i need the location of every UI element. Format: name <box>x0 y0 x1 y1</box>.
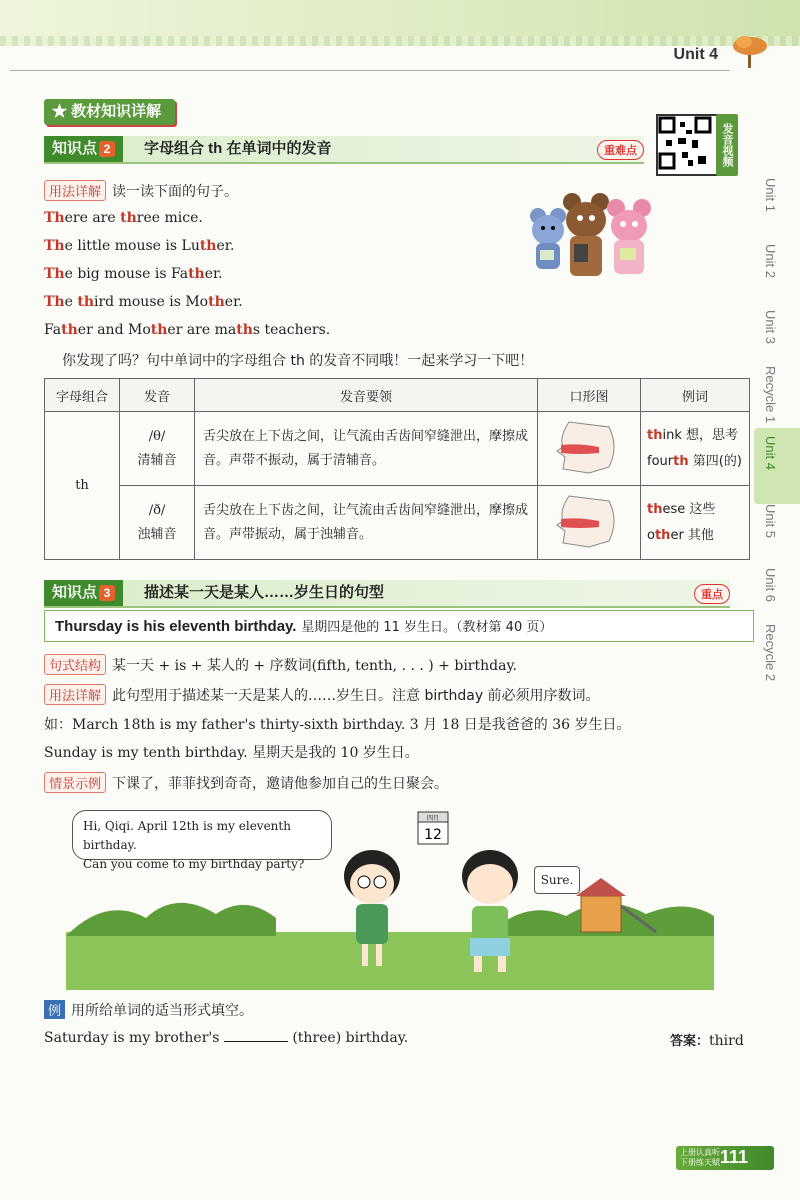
sentence-2: The little mouse is Luther. <box>44 238 235 254</box>
table-phonetic-cell: /θ/ 清辅音 <box>120 412 195 486</box>
page-number-badge: 上册认真听 下册练天赋 111 <box>676 1146 774 1170</box>
qr-label: 发音视频 <box>716 114 738 176</box>
speech-bubble-qiqi: Sure. <box>534 866 580 894</box>
exercise-instruction: 例 用所给单词的适当形式填空。 <box>44 1000 253 1020</box>
unit-title: Unit 4 <box>673 46 718 63</box>
mouth-diagram-icon <box>538 412 641 486</box>
header-divider <box>10 70 730 71</box>
usage-line-2: 用法详解 此句型用于描述某一天是某人的……岁生日。注意 birthday 前必须用序数词。 <box>44 684 600 705</box>
example-line-1: 如：March 18th is my father's thirty-sixth birthday. 3 月 18 日是我爸爸的 36 岁生日。 <box>44 717 631 733</box>
table-example-cell: think 想，思考 fourth 第四(的) <box>641 412 750 486</box>
structure-line: 句式结构 某一天 + is + 某人的 + 序数词(fifth, tenth, . . . ) + birthday. <box>44 654 517 675</box>
key-sentence-box: Thursday is his eleventh birthday. 星期四是他的 11 岁生日。（教材第 40 页） <box>44 610 754 642</box>
section-title: ★ 教材知识详解 <box>44 99 175 125</box>
tree-icon <box>730 30 770 70</box>
usage-line-1: 用法详解 读一读下面的句子。 <box>44 180 238 201</box>
kp2-stamp: 重难点 <box>597 140 644 160</box>
top-decoration-band <box>0 0 800 46</box>
table-header: 例词 <box>641 379 750 412</box>
sentence-3: The big mouse is Father. <box>44 266 223 282</box>
answer-blank[interactable] <box>224 1041 288 1042</box>
table-header: 字母组合 <box>45 379 120 412</box>
scene-line: 情景示例 下课了，菲菲找到奇奇，邀请他参加自己的生日聚会。 <box>44 772 448 793</box>
kp3-title: 描述某一天是某人……岁生日的句型 <box>144 584 385 601</box>
kp3-stamp: 重点 <box>694 584 730 604</box>
table-header: 发音 <box>120 379 195 412</box>
discovery-text: 你发现了吗？句中单词中的字母组合 th 的发音不同哦！一起来学习一下吧！ <box>62 353 534 369</box>
exercise-answer: 答案：third <box>670 1033 744 1049</box>
table-header: 口形图 <box>538 379 641 412</box>
speech-bubble-feifei: Hi, Qiqi. April 12th is my eleventh birthday. Can you come to my birthday party? <box>72 810 332 860</box>
example-line-2: Sunday is my tenth birthday. 星期天是我的 10 岁生日。 <box>44 745 419 761</box>
sentence-1: There are three mice. <box>44 210 203 226</box>
table-tip-cell: 舌尖放在上下齿之间，让气流由舌齿间窄缝泄出，摩擦成音。声带不振动，属于清辅音。 <box>195 412 538 486</box>
svg-text:四月: 四月 <box>426 815 440 822</box>
calendar-icon <box>418 812 448 844</box>
th-pronunciation-table <box>44 378 750 560</box>
sentence-5: Father and Mother are maths teachers. <box>44 322 331 338</box>
sentence-4: The third mouse is Mother. <box>44 294 243 310</box>
table-header: 发音要领 <box>195 379 538 412</box>
knowledge-point-3-header: 知识点 3 描述某一天是某人……岁生日的句型 重点 <box>44 580 730 608</box>
qr-code[interactable] <box>656 114 718 176</box>
knowledge-point-2-header: 知识点 2 字母组合 th 在单词中的发音 重难点 <box>44 136 644 164</box>
svg-text:12: 12 <box>424 827 442 843</box>
page-number: 111 <box>720 1147 749 1167</box>
table-phonetic-cell: /ð/ 浊辅音 <box>120 486 195 560</box>
mouth-diagram-icon <box>538 486 641 560</box>
table-tip-cell: 舌尖放在上下齿之间，让气流由舌齿间窄缝泄出，摩擦成音。声带振动，属于浊辅音。 <box>195 486 538 560</box>
three-mice-illustration <box>520 188 660 288</box>
exercise-question: Saturday is my brother's (three) birthday. <box>44 1030 409 1046</box>
kp2-title: 字母组合 th 在单词中的发音 <box>144 140 332 157</box>
table-example-cell: these 这些 other 其他 <box>641 486 750 560</box>
table-combo-cell: th <box>45 412 120 560</box>
